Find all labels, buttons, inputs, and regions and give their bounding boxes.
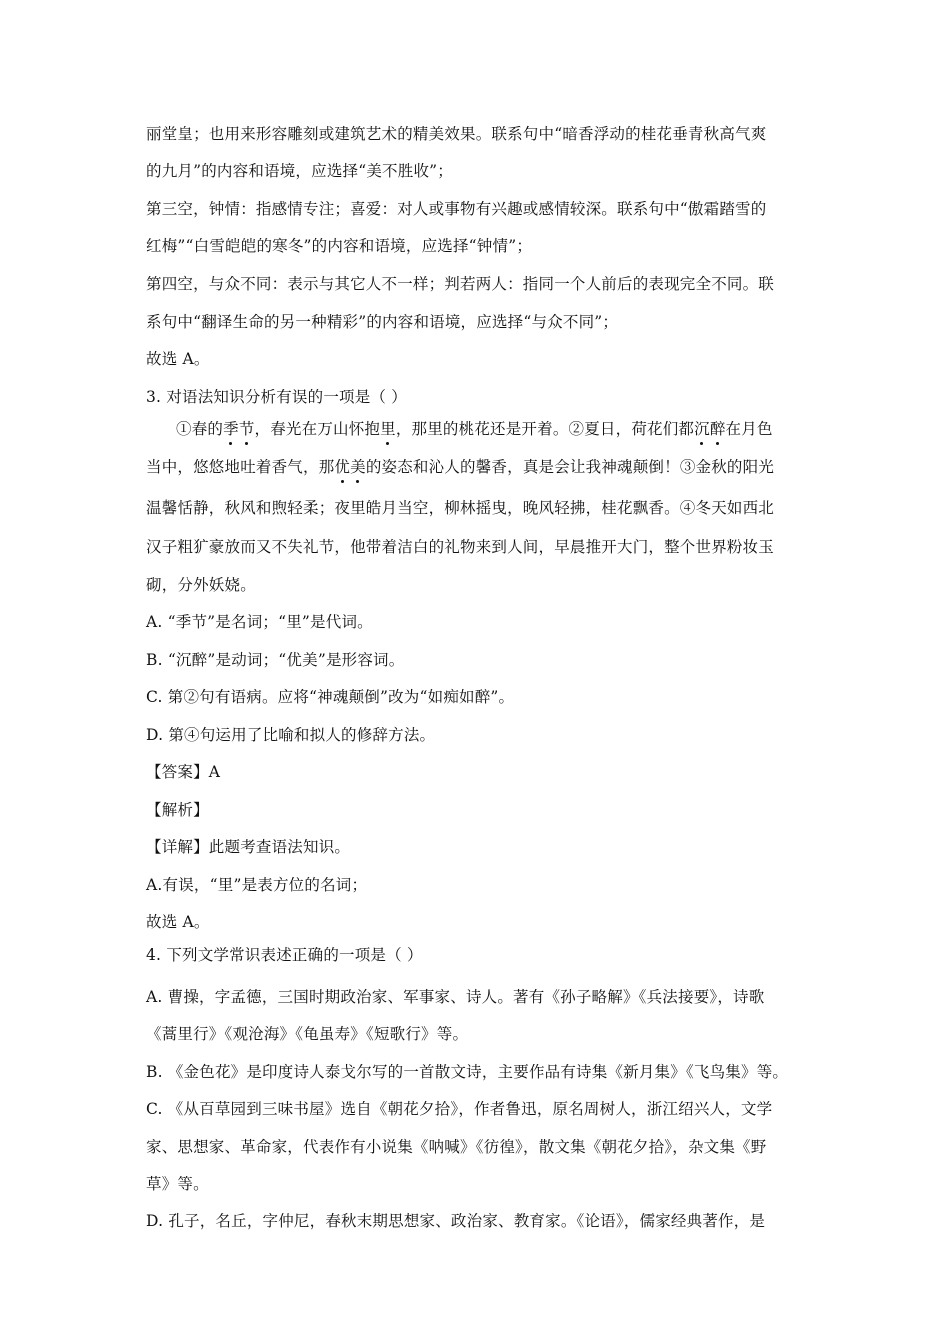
passage-text: ，春光在万山怀抱 bbox=[254, 420, 381, 438]
question-3-stem: 3. 对语法知识分析有误的一项是（ ） bbox=[146, 388, 407, 406]
text-line: 故选 A。 bbox=[146, 913, 210, 931]
text-line: 系句中“翻译生命的另一种精彩”的内容和语境，应选择“与众不同”； bbox=[146, 313, 619, 331]
detail-line: 【详解】此题考查语法知识。 bbox=[146, 838, 351, 856]
emphasis-char: 沉 bbox=[694, 420, 710, 438]
option-a: A. 曹操，字孟德，三国时期政治家、军事家、诗人。著有《孙子略解》《兵法接要》，诗歌 bbox=[146, 988, 765, 1006]
passage-line: 砌，分外妖娆。 bbox=[146, 576, 256, 594]
option-b: B. 《金色花》是印度诗人泰戈尔写的一首散文诗，主要作品有诗集《新月集》《飞鸟集》等。 bbox=[146, 1063, 789, 1081]
option-c: C. 第②句有语病。应将“神魂颠倒”改为“如痴如醉”。 bbox=[146, 688, 515, 706]
emphasis-char: 优 bbox=[334, 458, 351, 476]
emphasis-char: 醉 bbox=[709, 420, 726, 438]
emphasis-char: 节 bbox=[238, 420, 255, 438]
text-line: 的九月”的内容和语境，应选择“美不胜收”； bbox=[146, 162, 453, 180]
passage-line: 温馨恬静，秋风和煦轻柔；夜里皓月当空，柳林摇曳，晚风轻拂，桂花飘香。④冬天如西北 bbox=[146, 499, 775, 517]
answer-line: 【答案】A bbox=[146, 763, 221, 781]
option-b: B. “沉醉”是动词；“优美”是形容词。 bbox=[146, 651, 405, 669]
text-line: 第四空，与众不同：表示与其它人不一样；判若两人：指同一个人前后的表现完全不同。联 bbox=[146, 275, 775, 293]
text-line: 草》等。 bbox=[146, 1175, 209, 1193]
passage-text: 当中，悠悠地吐着香气，那 bbox=[146, 458, 335, 476]
option-c: C. 《从百草园到三味书屋》选自《朝花夕拾》，作者鲁迅，原名周树人，浙江绍兴人，文学 bbox=[146, 1100, 773, 1118]
passage-text: ，那里的桃花还是开着。②夏日，荷花们都 bbox=[395, 420, 695, 438]
text-line: 《蒿里行》《观沧海》《龟虽寿》《短歌行》等。 bbox=[146, 1025, 469, 1043]
passage-line bbox=[146, 457, 774, 477]
emphasis-char: 季 bbox=[223, 420, 239, 438]
text-line: 第三空，钟情：指感情专注；喜爱：对人或事物有兴趣或感情较深。联系句中“傲霜踏雪的 bbox=[146, 200, 767, 218]
emphasis-char: 里 bbox=[380, 420, 396, 438]
question-4-stem: 4. 下列文学常识表述正确的一项是（ ） bbox=[146, 946, 423, 964]
analysis-heading: 【解析】 bbox=[146, 801, 209, 819]
option-d: D. 孔子，名丘，字仲尼，春秋末期思想家、政治家、教育家。《论语》，儒家经典著作，是 bbox=[146, 1212, 766, 1230]
passage-line bbox=[176, 419, 773, 439]
text-line: 红梅”“白雪皑皑的寒冬”的内容和语境，应选择“钟情”； bbox=[146, 237, 533, 255]
passage-text: ①春的 bbox=[176, 420, 224, 438]
text-line: 故选 A。 bbox=[146, 350, 210, 368]
passage-text: 的姿态和沁人的馨香，真是会让我神魂颠倒！③金秋的阳光 bbox=[365, 458, 775, 476]
passage-line: 汉子粗犷豪放而又不失礼节，他带着洁白的礼物来到人间，早晨推开大门，整个世界粉妆玉 bbox=[146, 538, 775, 556]
option-a: A. “季节”是名词；“里”是代词。 bbox=[146, 613, 373, 631]
text-line: 家、思想家、革命家，代表作有小说集《呐喊》《彷徨》，散文集《朝花夕拾》，杂文集《野 bbox=[146, 1138, 767, 1156]
text-line: A.有误，“里”是表方位的名词； bbox=[146, 876, 368, 894]
emphasis-char: 美 bbox=[350, 458, 366, 476]
text-line: 丽堂皇；也用来形容雕刻或建筑艺术的精美效果。联系句中“暗香浮动的桂花垂青秋高气爽 bbox=[146, 125, 767, 143]
option-d: D. 第④句运用了比喻和拟人的修辞方法。 bbox=[146, 726, 436, 744]
passage-text: 在月色 bbox=[725, 420, 773, 438]
